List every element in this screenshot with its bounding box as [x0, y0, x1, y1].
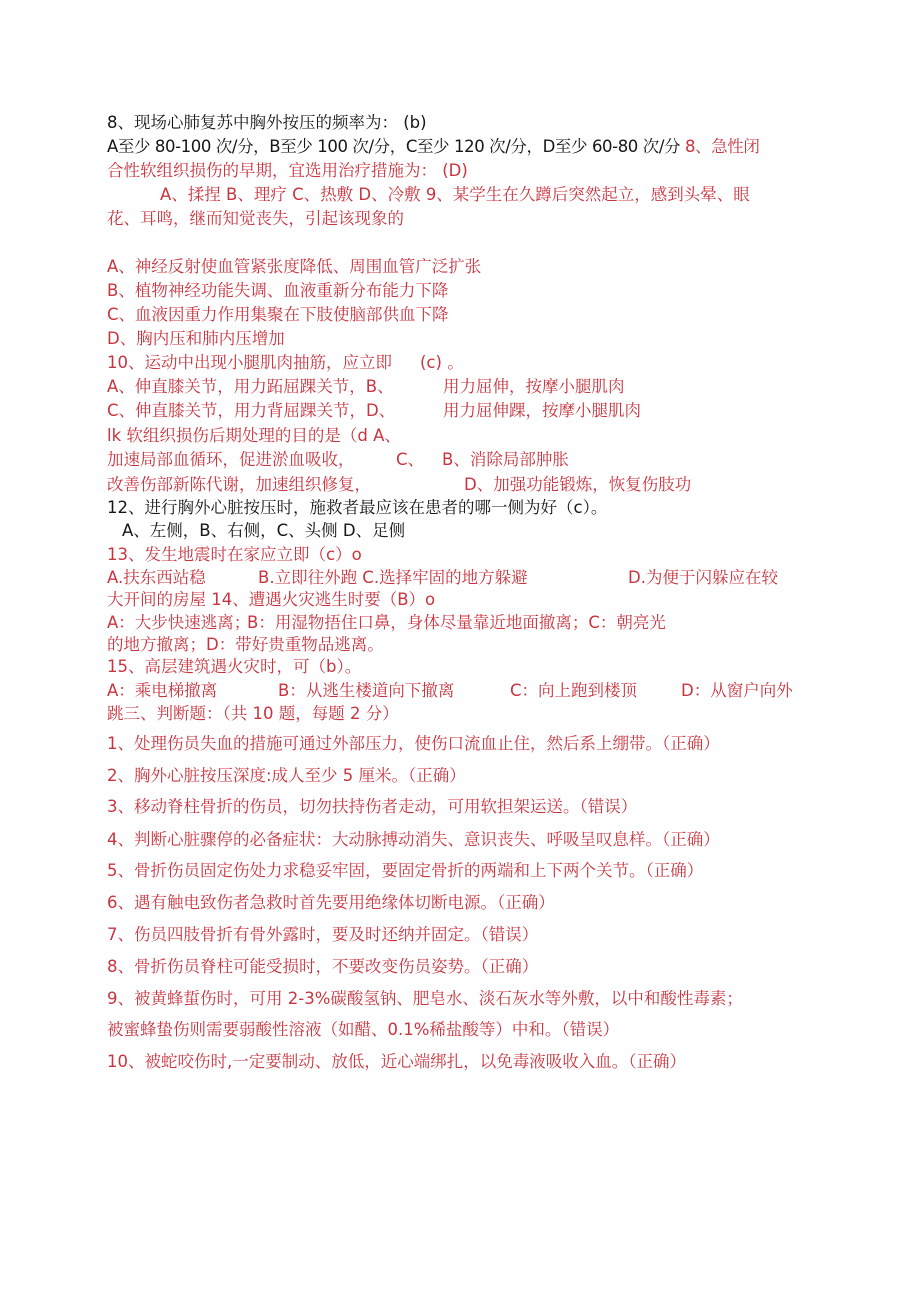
q13-title: 13、发生地震时在家应立即（c）o [107, 545, 362, 564]
q8-options: A至少 80-100 次/分，B至少 100 次/分，C至少 120 次/分，D至少 60-80 次/分 [107, 137, 681, 156]
q15-option-b: B：从逃生楼道向下撤离 [278, 681, 455, 700]
q9-option-a: A、神经反射使血管紧张度降低、周围血管广泛扩张 [107, 257, 482, 276]
q11-c-label: C、 [396, 450, 425, 469]
q10-text: 10、运动中出现小腿肌肉抽筋，应立即 [107, 353, 392, 372]
q11-title: lk 软组织损伤后期处理的目的是（d A、 [107, 426, 401, 445]
q8b-start: 8、急性闭 [680, 137, 760, 156]
q11-option-d: D、加强功能锻炼，恢复伤肢功 [464, 475, 692, 494]
judge-item: 5、骨折伤员固定伤处力求稳妥牢固，要固定骨折的两端和上下两个关节。（正确） [107, 861, 704, 880]
q14-title: 大开间的房屋 14、遭遇火灾逃生时要（B）o [107, 590, 436, 609]
judge-item: 7、伤员四肢骨折有骨外露时，要及时还纳并固定。（错误） [107, 925, 539, 944]
q13-option-bc: B.立即往外跑 C.选择牢固的地方躲避 [258, 568, 528, 587]
q11-option-c: 改善伤部新陈代谢，加速组织修复， [107, 475, 371, 494]
q10-option-b: 用力屈伸，按摩小腿肌肉 [443, 377, 625, 396]
q9-option-c: C、血液因重力作用集聚在下肢使脑部供血下降 [107, 305, 449, 324]
q8-options-line [107, 136, 759, 158]
q14-option-bc: B：用湿物捂住口鼻，身体尽量靠近地面撤离；C：朝亮光 [247, 613, 666, 632]
q10-option-a: A、伸直膝关节，用力跖屈踝关节，B、 [107, 377, 394, 396]
judge-item: 10、被蛇咬伤时,一定要制动、放低，近心端绑扎，以免毒液吸收入血。（正确） [107, 1052, 686, 1071]
section-judge-heading: 跳三、判断题：（共 10 题，每题 2 分） [107, 704, 399, 723]
judge-item: 4、判断心脏骤停的必备症状：大动脉搏动消失、意识丧失、呼吸呈叹息样。（正确） [107, 830, 720, 849]
q9-option-d: D、胸内压和肺内压增加 [107, 329, 285, 348]
judge-item: 1、处理伤员失血的措施可通过外部压力，使伤口流血止住，然后系上绷带。（正确） [107, 734, 720, 753]
q11-option-b: B、消除局部肿胀 [442, 450, 569, 469]
q15-option-d: D：从窗户向外 [681, 681, 793, 700]
q8b-title: 合性软组织损伤的早期，宜选用治疗措施为： (D) [107, 161, 468, 180]
q11-option-a: 加速局部血循环，促进淤血吸收， [107, 450, 355, 469]
judge-item: 被蜜蜂蛰伤则需要弱酸性溶液（如醋、0.1%稀盐酸等）中和。（错误） [107, 1020, 620, 1039]
judge-item: 6、遇有触电致伤者急救时首先要用绝缘体切断电源。（正确） [107, 893, 555, 912]
q10-option-d: 用力屈伸踝，按摩小腿肌肉 [443, 401, 641, 420]
q8-title: 8、现场心肺复苏中胸外按压的频率为： (b) [107, 113, 427, 132]
q15-title: 15、高层建筑遇火灾时，可（b）。 [107, 657, 362, 676]
q10-title [107, 352, 464, 374]
q15-option-a: A：乘电梯撤离 [107, 681, 218, 700]
q15-option-c: C：向上跑到楼顶 [510, 681, 638, 700]
judge-item: 3、移动脊柱骨折的伤员，切勿扶持伤者走动，可用软担架运送。（错误） [107, 797, 638, 816]
q9-title: 花、耳鸣，继而知觉丧失，引起该现象的 [107, 209, 404, 228]
q14-option-d: 的地方撤离；D：带好贵重物品逃离。 [107, 635, 384, 654]
q10-option-c: C、伸直膝关节，用力背屈踝关节，D、 [107, 401, 396, 420]
q10-ab [107, 376, 394, 398]
q9-option-b: B、植物神经功能失调、血液重新分布能力下降 [107, 281, 449, 300]
q8b-options: A、揉捏 B、理疗 C、热敷 D、冷敷 9、某学生在久蹲后突然起立，感到头晕、眼 [160, 185, 750, 204]
q14-option-a: A：大步快速逃离； [107, 613, 251, 632]
q12-options: A、左侧，B、右侧，C、头侧 D、足侧 [122, 521, 406, 540]
judge-item: 8、骨折伤员脊柱可能受损时，不要改变伤员姿势。（正确） [107, 957, 539, 976]
q10-answer: (c) 。 [420, 353, 464, 372]
judge-item: 9、被黄蜂蜇伤时，可用 2-3%碳酸氢钠、肥皂水、淡石灰水等外敷，以中和酸性毒素； [107, 989, 743, 1008]
q13-option-d: D.为便于闪躲应在较 [628, 568, 778, 587]
judge-item: 2、胸外心脏按压深度:成人至少 5 厘米。（正确） [107, 766, 466, 785]
q12-title: 12、进行胸外心脏按压时，施救者最应该在患者的哪一侧为好（c）。 [107, 498, 608, 517]
q13-option-a: A.扶东西站稳 [107, 568, 206, 587]
